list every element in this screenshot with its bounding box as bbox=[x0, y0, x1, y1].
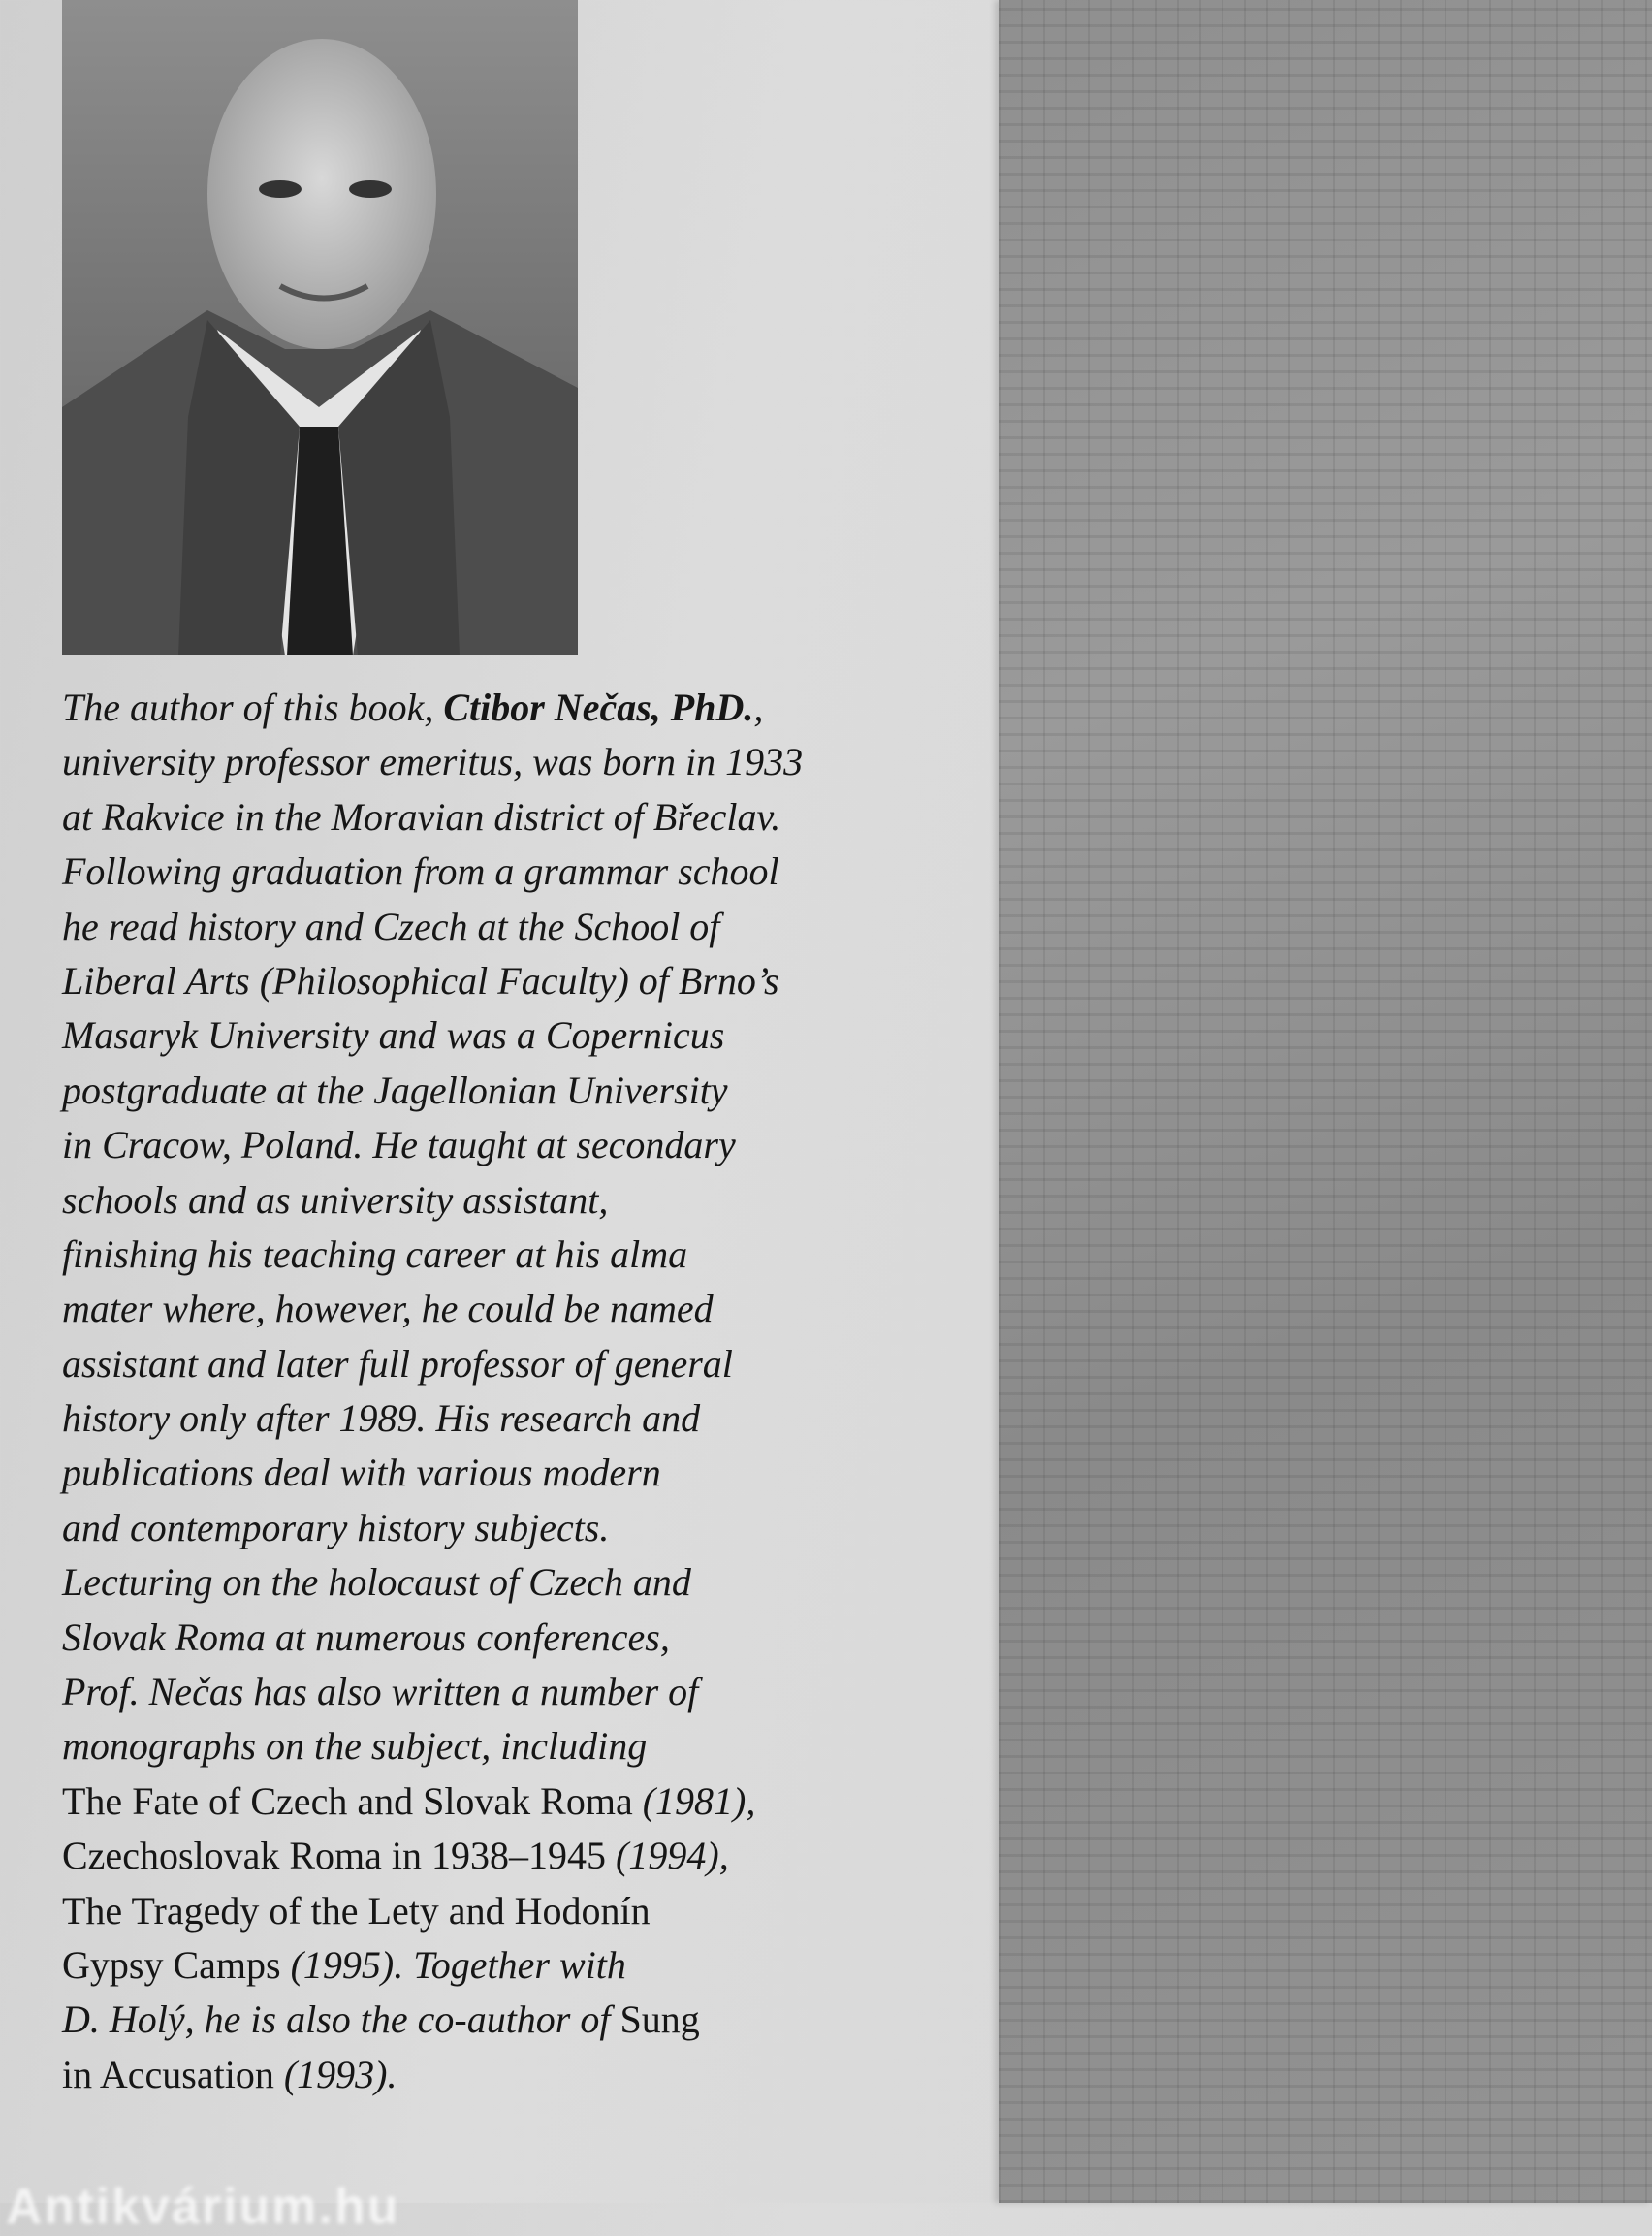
book-title-text: in Accusation bbox=[62, 2052, 284, 2096]
bio-line bbox=[62, 1391, 973, 1446]
bio-line bbox=[62, 1282, 973, 1336]
bio-line bbox=[62, 1118, 973, 1172]
book-title-text: The Tragedy of the Lety and Hodonín bbox=[62, 1888, 651, 1933]
bio-line bbox=[62, 1719, 973, 1773]
bio-line bbox=[62, 1555, 973, 1610]
bio-text: Prof. Nečas has also written a number of bbox=[62, 1670, 699, 1714]
bio-text: university professor emeritus, was born in 1933 bbox=[62, 740, 804, 784]
bio-text: assistant and later full professor of general bbox=[62, 1341, 733, 1386]
bio-text: D. Holý, he is also the co-author of bbox=[62, 1997, 620, 2042]
bio-line bbox=[62, 954, 973, 1008]
book-title-text: Sung bbox=[620, 1997, 700, 2042]
bio-text: (1994), bbox=[616, 1834, 729, 1878]
bio-line bbox=[62, 790, 973, 845]
author-name: Ctibor Nečas, PhD. bbox=[443, 686, 754, 729]
bio-text: Slovak Roma at numerous conferences, bbox=[62, 1614, 670, 1659]
bio-line bbox=[62, 900, 973, 954]
book-title-text: The Fate of Czech and Slovak Roma bbox=[62, 1778, 643, 1823]
bio-text: (1995). Together with bbox=[290, 1942, 626, 1987]
bio-text: (1993). bbox=[283, 2052, 397, 2096]
author-photo bbox=[62, 0, 578, 655]
bio-line bbox=[62, 1938, 973, 1993]
bio-text: Liberal Arts (Philosophical Faculty) of Brno’s bbox=[62, 958, 779, 1003]
bio-line bbox=[62, 1774, 973, 1829]
bio-line bbox=[62, 1884, 973, 1938]
bio-text: schools and as university assistant, bbox=[62, 1177, 609, 1222]
bio-text: in Cracow, Poland. He taught at secondary bbox=[62, 1123, 736, 1167]
bio-text: mater where, however, he could be named bbox=[62, 1287, 714, 1331]
bio-text: postgraduate at the Jagellonian University bbox=[62, 1068, 728, 1112]
bio-line bbox=[62, 1008, 973, 1063]
bio-line bbox=[62, 1993, 973, 2047]
portrait-image bbox=[62, 0, 578, 655]
bio-text: and contemporary history subjects. bbox=[62, 1505, 610, 1549]
bio-text: finishing his teaching career at his alma bbox=[62, 1231, 688, 1276]
book-title-text: Czechoslovak Roma in 1938–1945 bbox=[62, 1834, 617, 1878]
bio-line bbox=[62, 1337, 973, 1391]
bio-text: at Rakvice in the Moravian district of Břeclav. bbox=[62, 794, 781, 839]
author-biography bbox=[62, 681, 973, 2102]
bio-line bbox=[62, 1665, 973, 1719]
bio-text: The author of this book, bbox=[62, 686, 444, 729]
bio-text: , bbox=[753, 686, 764, 729]
bio-line bbox=[62, 1173, 973, 1228]
bio-line bbox=[62, 845, 973, 899]
bio-line bbox=[62, 2048, 973, 2102]
bio-text: Following graduation from a grammar school bbox=[62, 849, 779, 894]
bio-line bbox=[62, 735, 973, 789]
bio-line bbox=[62, 681, 973, 735]
bio-line bbox=[62, 1064, 973, 1118]
bio-text: publications deal with various modern bbox=[62, 1451, 661, 1495]
bio-line bbox=[62, 1829, 973, 1883]
bio-text: Lecturing on the holocaust of Czech and bbox=[62, 1560, 691, 1605]
bio-text: history only after 1989. His research and bbox=[62, 1396, 701, 1441]
bio-line bbox=[62, 1228, 973, 1282]
bio-line bbox=[62, 1501, 973, 1555]
bio-text: monographs on the subject, including bbox=[62, 1724, 648, 1769]
bio-text: he read history and Czech at the School of bbox=[62, 904, 720, 948]
bio-text: (1981), bbox=[642, 1778, 756, 1823]
bio-text: Masaryk University and was a Copernicus bbox=[62, 1013, 725, 1058]
watermark: Antikvárium.hu bbox=[6, 2179, 400, 2235]
book-title-text: Gypsy Camps bbox=[62, 1942, 291, 1987]
adjacent-cover-texture bbox=[999, 0, 1652, 2203]
bio-line bbox=[62, 1611, 973, 1665]
bio-line bbox=[62, 1446, 973, 1500]
